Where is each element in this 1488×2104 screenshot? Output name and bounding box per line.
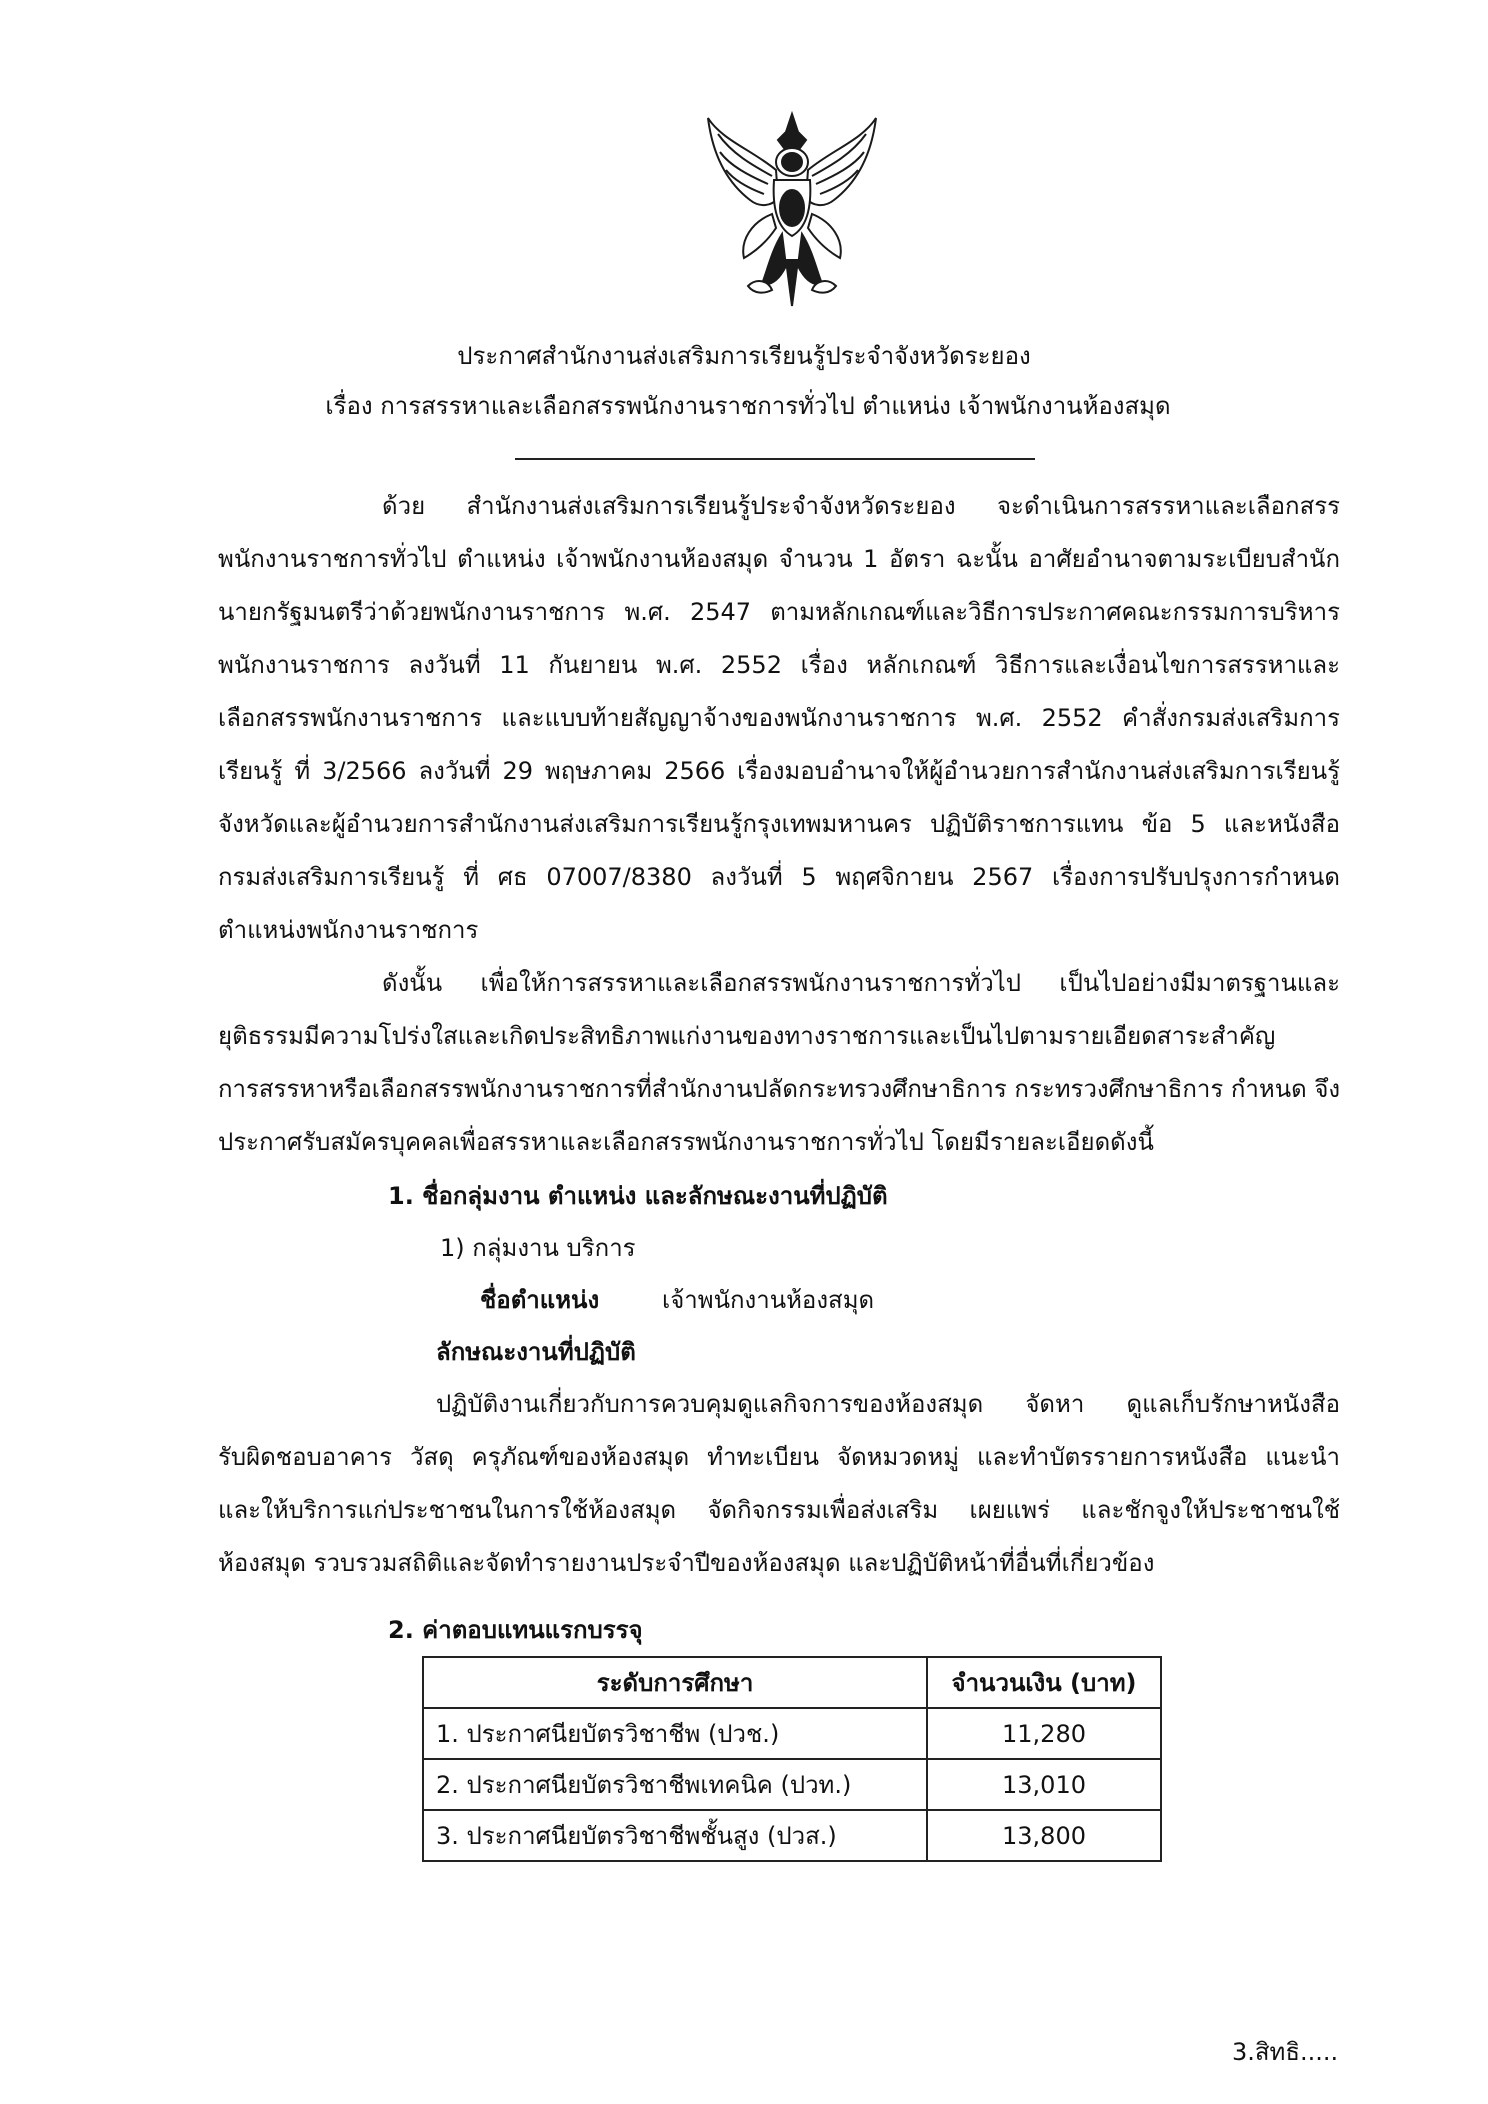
paragraph1-line: พนักงานราชการทั่วไป ตำแหน่ง เจ้าพนักงานห้องสมุด จำนวน 1 อัตรา ฉะนั้น อาศัยอำนาจตามระเบียบสำนัก (218, 545, 1340, 573)
compensation-table (422, 1656, 1162, 1862)
paragraph1-line: นายกรัฐมนตรีว่าด้วยพนักงานราชการ พ.ศ. 2547 ตามหลักเกณฑ์และวิธีการประกาศคณะกรรมการบริหาร (218, 598, 1340, 626)
duties-line: รับผิดชอบอาคาร วัสดุ ครุภัณฑ์ของห้องสมุด ทำทะเบียน จัดหมวดหมู่ และทำบัตรรายการหนังสือ แนะนำ (218, 1443, 1340, 1471)
paragraph2-line: ประกาศรับสมัครบุคคลเพื่อสรรหาและเลือกสรรพนักงานราชการทั่วไป โดยมีรายละเอียดดังนี้ (218, 1128, 1154, 1156)
duties-line: และให้บริการแก่ประชาชนในการใช้ห้องสมุด จัดกิจกรรมเพื่อส่งเสริม เผยแพร่ และชักจูงให้ประชาชนใช้ (218, 1496, 1340, 1524)
paragraph1-line: ด้วย สำนักงานส่งเสริมการเรียนรู้ประจำจังหวัดระยอง จะดำเนินการสรรหาและเลือกสรร (382, 492, 1340, 520)
education-level: 2. ประกาศนียบัตรวิชาชีพเทคนิค (ปวท.) (423, 1759, 927, 1810)
position-value: เจ้าพนักงานห้องสมุด (662, 1286, 875, 1314)
paragraph1-line: เรียนรู้ ที่ 3/2566 ลงวันที่ 29 พฤษภาคม 2566 เรื่องมอบอำนาจให้ผู้อำนวยการสำนักงานส่งเสริมการเรียนรู้ (218, 757, 1340, 785)
paragraph1-line: จังหวัดและผู้อำนวยการสำนักงานส่งเสริมการเรียนรู้กรุงเทพมหานคร ปฏิบัติราชการแทน ข้อ 5 และหนังสือ (218, 810, 1340, 838)
amount: 13,800 (927, 1810, 1161, 1861)
education-level: 3. ประกาศนียบัตรวิชาชีพชั้นสูง (ปวส.) (423, 1810, 927, 1861)
paragraph1-line: พนักงานราชการ ลงวันที่ 11 กันยายน พ.ศ. 2552 เรื่อง หลักเกณฑ์ วิธีการและเงื่อนไขการสรรหาและ (218, 651, 1340, 679)
paragraph1-line: กรมส่งเสริมการเรียนรู้ ที่ ศธ 07007/8380 ลงวันที่ 5 พฤศจิกายน 2567 เรื่องการปรับปรุงการกำหนด (218, 863, 1340, 891)
paragraph2-line: การสรรหาหรือเลือกสรรพนักงานราชการที่สำนักงานปลัดกระทรวงศึกษาธิการ กระทรวงศึกษาธิการ กำหนด จึง (218, 1075, 1341, 1103)
garuda-emblem-icon (702, 110, 882, 310)
header-amount: จำนวนเงิน (บาท) (927, 1657, 1161, 1708)
paragraph1-line: ตำแหน่งพนักงานราชการ (218, 916, 479, 944)
section1-heading: 1. ชื่อกลุ่มงาน ตำแหน่ง และลักษณะงานที่ปฏิบัติ (388, 1182, 888, 1210)
amount: 13,010 (927, 1759, 1161, 1810)
position-label: ชื่อตำแหน่ง (480, 1286, 600, 1314)
paragraph1-line: เลือกสรรพนักงานราชการ และแบบท้ายสัญญาจ้างของพนักงานราชการ พ.ศ. 2552 คำสั่งกรมส่งเสริมการ (218, 704, 1340, 732)
paragraph2-line: ยุติธรรมมีความโปร่งใสและเกิดประสิทธิภาพแก่งานของทางราชการและเป็นไปตามรายเอียดสาระสำคัญ (218, 1022, 1276, 1050)
duties-line: ปฏิบัติงานเกี่ยวกับการควบคุมดูแลกิจการของห้องสมุด จัดหา ดูแลเก็บรักษาหนังสือ (436, 1390, 1340, 1418)
announcement-subject: เรื่อง การสรรหาและเลือกสรรพนักงานราชการทั่วไป ตำแหน่ง เจ้าพนักงานห้องสมุด (325, 392, 1171, 420)
announcement-title: ประกาศสำนักงานส่งเสริมการเรียนรู้ประจำจังหวัดระยอง (457, 342, 1031, 370)
table-row (423, 1810, 1161, 1861)
duties-heading: ลักษณะงานที่ปฏิบัติ (436, 1338, 636, 1366)
table-row (423, 1708, 1161, 1759)
amount: 11,280 (927, 1708, 1161, 1759)
table-header-row (423, 1657, 1161, 1708)
title-divider (515, 458, 1035, 460)
table-row (423, 1759, 1161, 1810)
page-continuation: 3.สิทธิ..... (1232, 2038, 1339, 2066)
duties-line: ห้องสมุด รวบรวมสถิติและจัดทำรายงานประจำปีของห้องสมุด และปฏิบัติหน้าที่อื่นที่เกี่ยวข้อง (218, 1549, 1155, 1577)
paragraph2-line: ดังนั้น เพื่อให้การสรรหาและเลือกสรรพนักงานราชการทั่วไป เป็นไปอย่างมีมาตรฐานและ (382, 969, 1340, 997)
header-education-level: ระดับการศึกษา (423, 1657, 927, 1708)
section2-heading: 2. ค่าตอบแทนแรกบรรจุ (388, 1616, 643, 1644)
education-level: 1. ประกาศนียบัตรวิชาชีพ (ปวช.) (423, 1708, 927, 1759)
job-group: 1) กลุ่มงาน บริการ (440, 1234, 636, 1262)
